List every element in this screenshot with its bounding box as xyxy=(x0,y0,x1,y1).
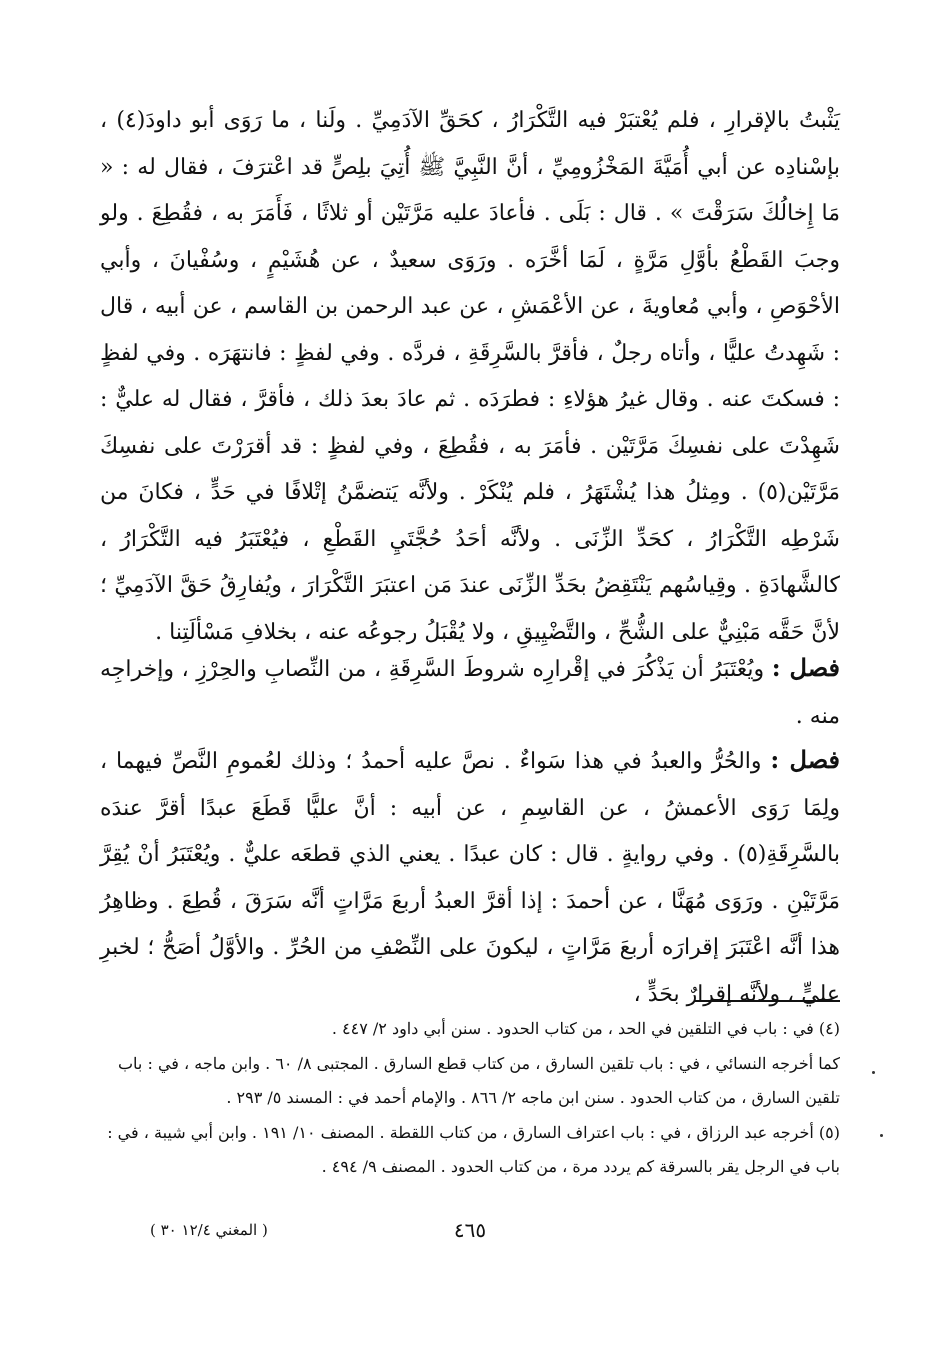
paragraph-text: يَثْبتُ بالإقرارِ ، فلم يُعْتبَرْ فيه التَّكْرَارُ ، كحَقِّ الآدَمِيِّ . ولَنا ، ما رَوَى أبو داودَ(٤) ، بإسْنادِه عن أبي أُمَيَّةَ المَخْزُومِيِّ ، أنَّ النَّبِيَّ ﷺ أُتِيَ بلِصٍّ قد اعْترَفَ ، فقال له : « مَا إِخالُكَ سَرَقْتَ » . قال : بَلَى . فأعادَ عليه مَرَّتَيْن أو ثلاثًا ، فَأَمَرَ به ، فقُطِعَ . ولو وجبَ القَطْعُ بأوَّلِ مَرَّةٍ ، لَمَا أخَّرَه . ورَوَى سعيدٌ ، عن هُشَيْمٍ ، وسُفْيانَ ، وأبي الأحْوَصِ ، وأبي مُعاويةَ ، عن الأعْمَشِ ، عن عبد الرحمن بن القاسم ، عن أبيه ، قال : شَهِدتُ عليًّا ، وأتاه رجلٌ ، فأقرَّ بالسَّرِقَةِ ، فردَّه . وفي لفظٍ : فانتهَرَه . وفي لفظٍ : فسكتَ عنه . وقال غيرُ هؤلاءِ : فطرَدَه . ثم عادَ بعدَ ذلك ، فأقرَّ ، فقال له عليٌّ : شَهِدْتَ على نفسِكَ مَرَّتَيْن . فأمَرَ به ، فقُطِعَ ، وفي لفظٍ : قد أقرَرْتَ على نفسِكَ مَرَّتَيْن(٥) . ومِثلُ هذا يُشْتَهَرُ ، فلم يُنْكَرْ . ولأنَّه يَتضمَّنُ إتْلافًا في حَدٍّ ، فكانَ من شَرْطِه التَّكْرَارُ ، كحَدِّ الزِّنَى . ولأنَّه أحَدُ حُجَّتَيِ القَطْعِ ، فيُعْتَبَرُ فيه التَّكْرَارُ ، كالشَّهادَةِ . وقِياسُهم يَنْتَقِضُ بحَدِّ الزِّنَى عندَ مَن اعتبَرَ التَّكْرَارَ ، ويُفارِقُ حَقَّ الآدَمِيِّ ؛ لأنَّ حَقَّه مَبْنِيٌّ على الشُّحِّ ، والتَّضْيِيقِ ، ولا يُقْبَلُ رجوعُه عنه ، بخلافِ مَسْألَتِنا . xyxy=(100,108,840,645)
running-reference: ( المغني ١٢/٤ ٣٠ ) xyxy=(150,1221,268,1239)
page-number: ٤٦٥ xyxy=(453,1218,487,1242)
footnote-line: (٥) أخرجه عبد الرزاق ، في : باب اعتراف السارق ، من كتاب اللقطة . المصنف ١٠/ ١٩١ . وابن أبي شيبة ، في : xyxy=(107,1122,840,1142)
paragraph-text: والحُرُّ والعبدُ في هذا سَواءٌ . نصَّ عليه أحمدُ ؛ وذلك لعُمومِ النَّصِّ فيهما ، ولِمَا رَوَى الأعمشُ ، عن القاسِمِ ، عن أبيه : أنَّ عليًّا قَطَعَ عبدًا أقرَّ عندَه بالسَّرِقَةِ(٥) . وفي روايةٍ . قال : كان عبدًا . يعني الذي قطعَه عليٌّ . ويُعْتَبَرُ أنْ يُقِرَّ مَرَّتَيْنِ . ورَوَى مُهَنَّا ، عن أحمدَ : إذا أقرَّ العبدُ أربعَ مَرَّاتٍ أنَّه سَرَقَ ، قُطِعَ . وظاهِرُ هذا أنَّه اعْتَبَرَ إقرارَه أربعَ مَرَّاتٍ ، ليكونَ على النِّصْفِ من الحُرِّ . والأوَّلُ أصَحُّ ؛ لخبرِ عليٍّ ، ولأنَّه إقرارٌ بحَدٍّ ، xyxy=(100,749,840,1007)
footnotes xyxy=(100,1012,840,1185)
scan-speck xyxy=(872,1071,875,1074)
section-paragraph-free-and-slave xyxy=(100,737,840,1018)
section-paragraph-conditions xyxy=(100,645,840,740)
paragraph-text: ويُعْتَبَرُ أن يَذْكُرَ في إقْرارِه شروطَ السَّرِقَةِ ، من النِّصابِ والحِرْزِ ، وإخراجِه منه . xyxy=(100,657,840,729)
footnote-line: باب في الرجل يقر بالسرقة كم يردد مرة ، من كتاب الحدود . المصنف ٩/ ٤٩٤ . xyxy=(321,1157,840,1176)
footnote-separator xyxy=(694,1000,840,1002)
main-paragraph xyxy=(100,98,840,656)
scan-speck xyxy=(880,1134,883,1137)
section-heading: فصل : xyxy=(770,745,840,774)
footnote-line: تلقين السارق ، من كتاب الحدود . سنن ابن ماجه ٢/ ٨٦٦ . والإمام أحمد في : المسند ٥/ ٢٩٣ . xyxy=(226,1088,840,1107)
footnote-line: (٤) في : باب في التلقين في الحد ، من كتاب الحدود . سنن أبي داود ٢/ ٤٤٧ . xyxy=(331,1019,840,1038)
section-heading: فصل : xyxy=(771,653,840,682)
footnote-line: كما أخرجه النسائي ، في : باب تلقين السارق ، من كتاب قطع السارق . المجتبى ٨/ ٦٠ . وابن ماجه ، في : باب xyxy=(117,1053,840,1073)
